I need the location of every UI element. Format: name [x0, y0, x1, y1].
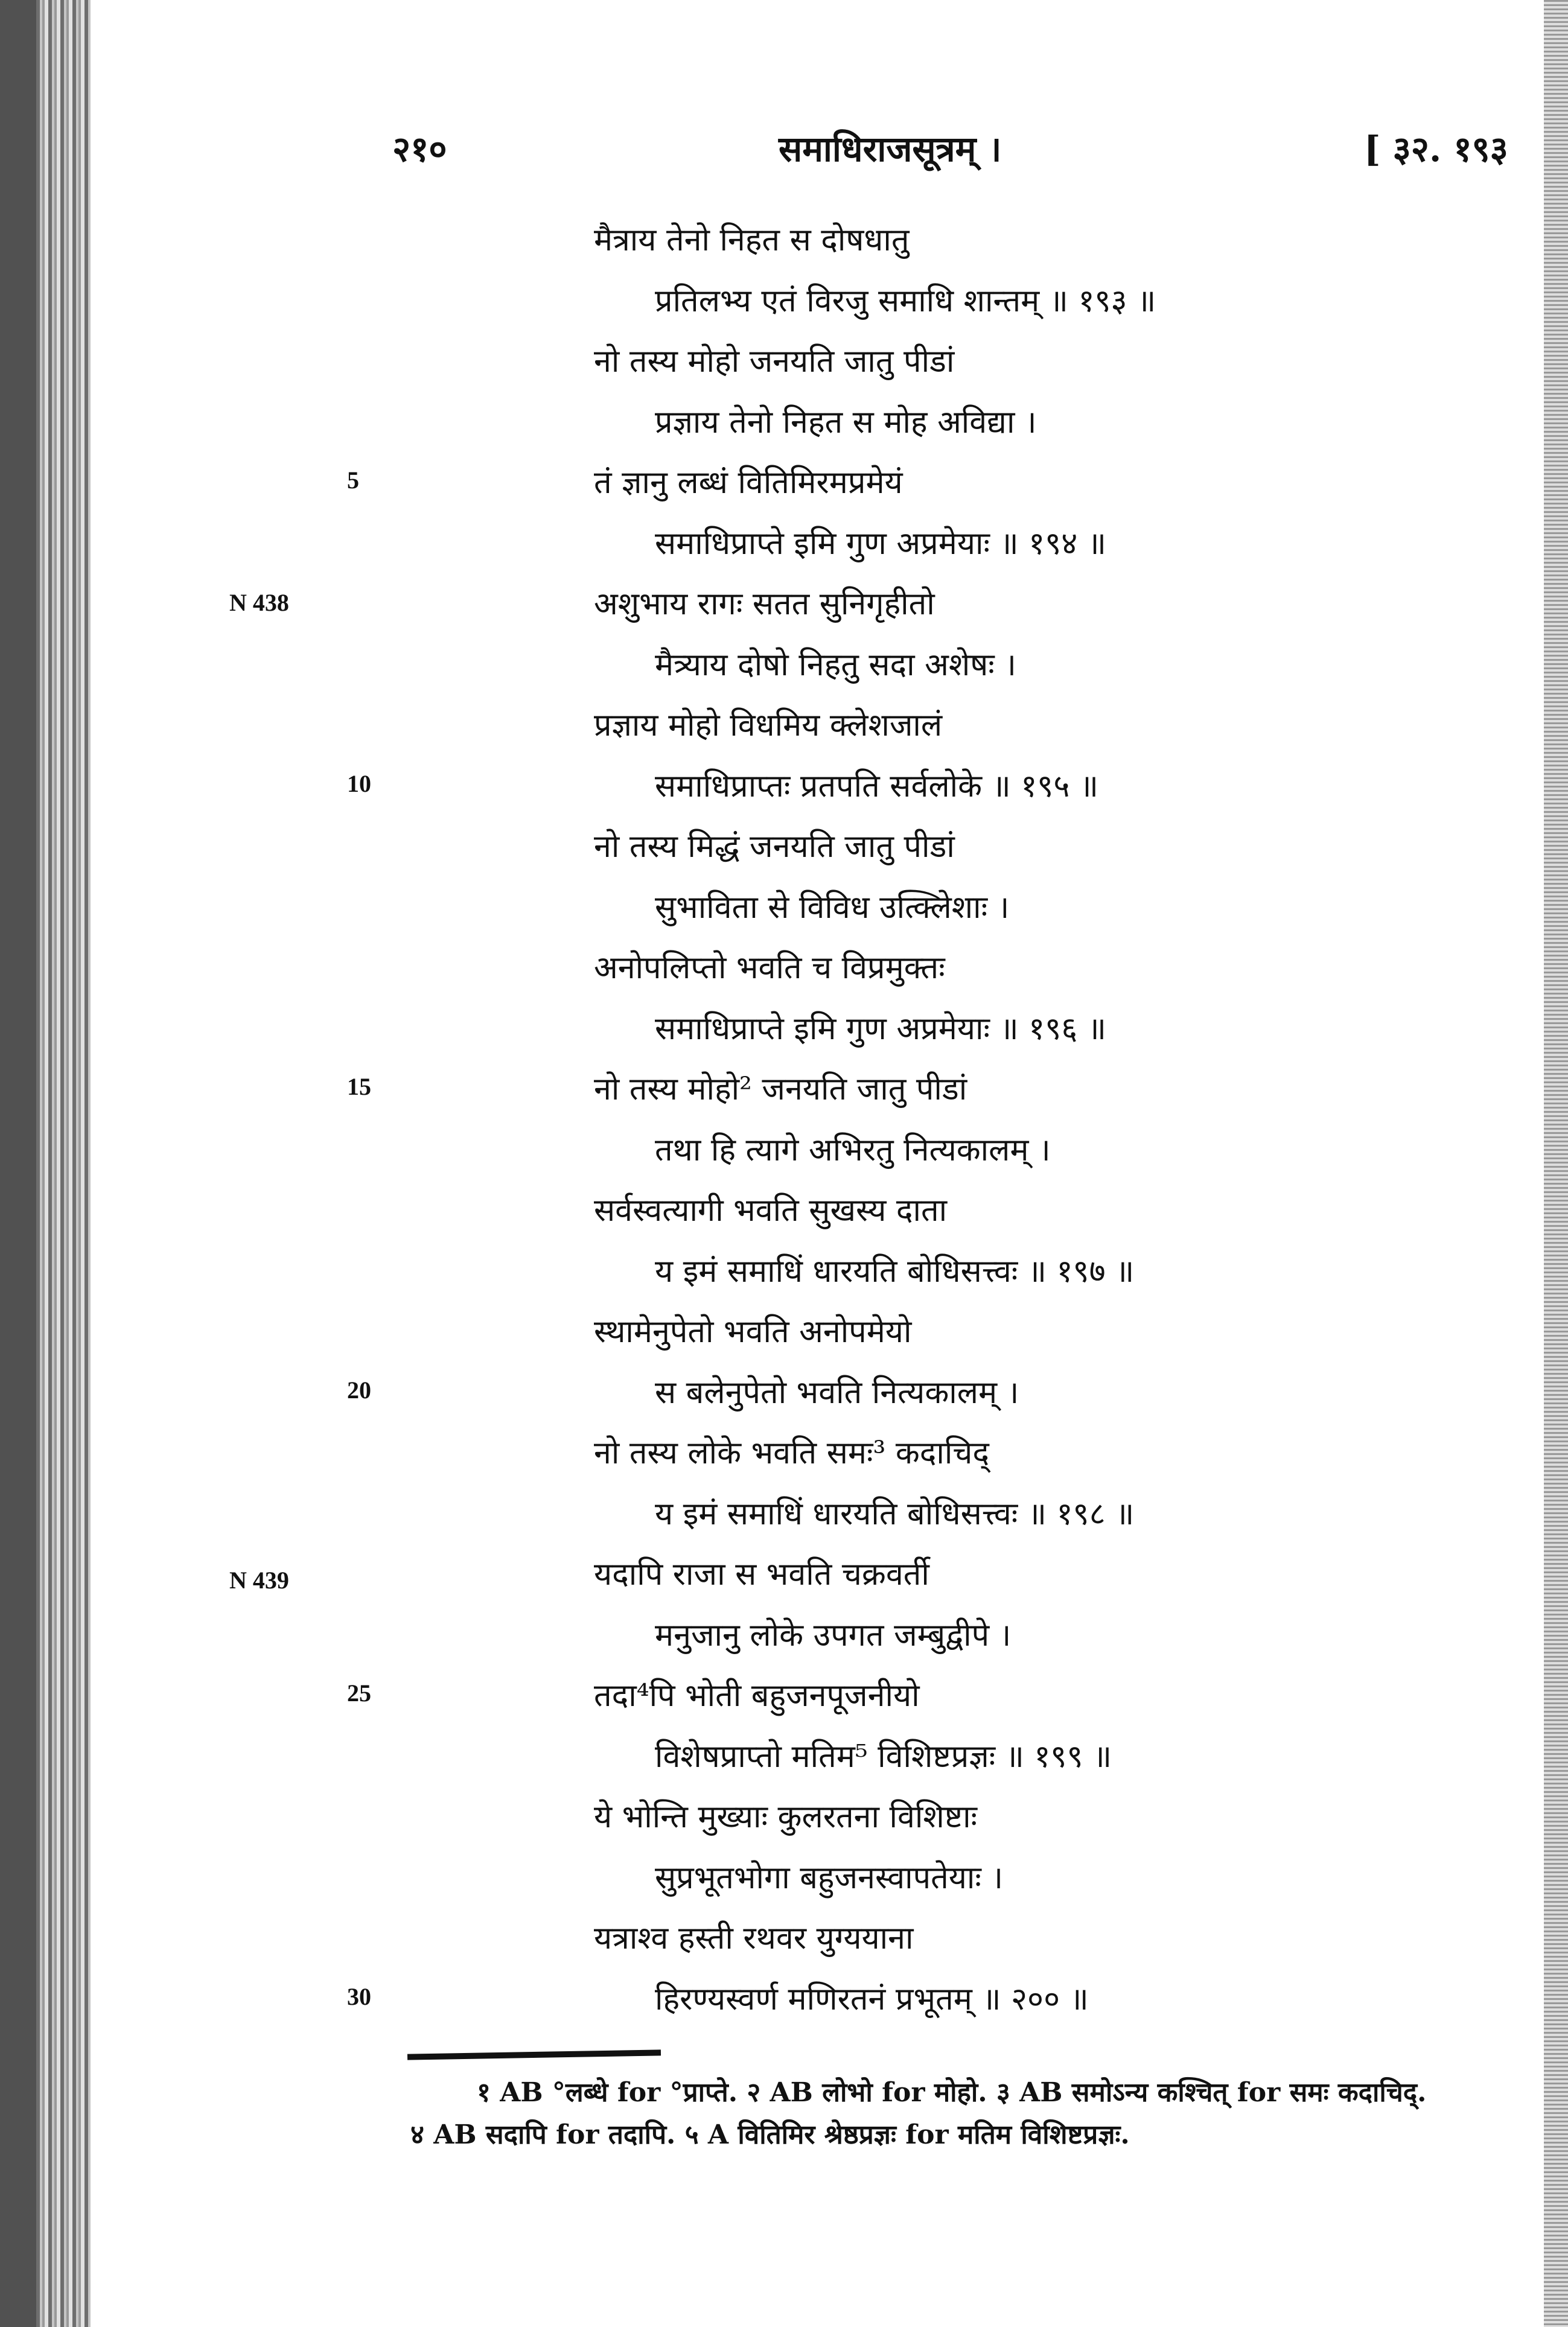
verse-line: नो तस्य लोके भवति समः³ कदाचिद् [594, 1435, 989, 1471]
verse-line: तं ज्ञानु लब्धं वितिमिरमप्रमेयं [594, 465, 903, 501]
verse-line: अनोपलिप्तो भवति च विप्रमुक्तः [594, 950, 945, 986]
verse-line: सर्वस्वत्यागी भवति सुखस्य दाता [594, 1192, 948, 1229]
footnote-line: ४ AB सदापि for तदापि. ५ A वितिमिर श्रेष्ठप्रज्ञः for मतिम विशिष्टप्रज्ञः. [410, 2119, 1130, 2150]
verse-line: सुप्रभूतभोगा बहुजनस्वापतेयाः । [655, 1859, 1004, 1896]
verse-line: नो तस्य मोहो² जनयति जातु पीडां [594, 1071, 967, 1107]
verse-line: समाधिप्राप्तः प्रतपति सर्वलोके ॥ १९५ ॥ [655, 768, 1099, 804]
scan-binding-edge [0, 0, 91, 2327]
line-number: 5 [347, 466, 359, 494]
line-number: 20 [347, 1376, 371, 1404]
verse-line: ये भोन्ति मुख्याः कुलरतना विशिष्टाः [594, 1799, 978, 1835]
verse-line: समाधिप्राप्ते इमि गुण अप्रमेयाः ॥ १९४ ॥ [655, 525, 1106, 562]
footnote-rule [407, 2049, 661, 2060]
page-number: २१० [392, 129, 447, 170]
verse-line: अशुभाय रागः सतत सुनिगृहीतो [594, 586, 935, 622]
verse-line: प्रज्ञाय मोहो विधमिय क्लेशजालं [594, 707, 943, 743]
verse-line: तथा हि त्यागे अभिरतु नित्यकालम् । [655, 1132, 1051, 1168]
verse-line: नो तस्य मोहो जनयति जातु पीडां [594, 343, 955, 380]
footnote-line: १ AB °लब्धे for °प्राप्ते. २ AB लोभो for मोहो. ३ AB समोऽन्य कश्चित् for समः कदाचिद्. [477, 2077, 1427, 2108]
verse-line: विशेषप्राप्तो मतिम⁵ विशिष्टप्रज्ञः ॥ १९९ ॥ [655, 1738, 1112, 1775]
verse-line: मैत्राय तेनो निहत स दोषधातु [594, 222, 910, 258]
verse-line: य इमं समाधिं धारयति बोधिसत्त्वः ॥ १९७ ॥ [655, 1253, 1135, 1290]
line-number: 10 [347, 769, 371, 797]
verse-line: प्रतिलभ्य एतं विरजु समाधि शान्तम् ॥ १९३ ॥ [655, 282, 1156, 319]
section-reference: [ ३२. १९३ [1364, 129, 1508, 170]
margin-reference: N 438 [229, 589, 289, 616]
verse-line: नो तस्य मिद्धं जनयति जातु पीडां [594, 829, 955, 865]
running-title: समाधिराजसूत्रम् । [779, 129, 1002, 170]
verse-line: यदापि राजा स भवति चक्रवर्ती [594, 1556, 929, 1593]
verse-line: स्थामेनुपेतो भवति अनोपमेयो [594, 1314, 912, 1350]
margin-reference: N 439 [229, 1567, 289, 1594]
line-number: 25 [347, 1679, 371, 1707]
line-number: 15 [347, 1073, 371, 1100]
verse-line: यत्राश्व हस्ती रथवर युग्ययाना [594, 1920, 914, 1956]
verse-line: सुभाविता से विविध उत्क्लिेशाः । [655, 889, 1010, 926]
verse-line: य इमं समाधिं धारयति बोधिसत्त्वः ॥ १९८ ॥ [655, 1495, 1135, 1532]
line-number: 30 [347, 1982, 371, 2010]
verse-line: हिरण्यस्वर्ण मणिरतनं प्रभूतम् ॥ २०० ॥ [655, 1981, 1089, 2017]
verse-line: प्रज्ञाय तेनो निहत स मोह अविद्या । [655, 404, 1037, 441]
verse-line: समाधिप्राप्ते इमि गुण अप्रमेयाः ॥ १९६ ॥ [655, 1010, 1106, 1047]
scan-right-edge [1544, 0, 1568, 2327]
verse-line: तदा⁴पि भोती बहुजनपूजनीयो [594, 1678, 920, 1714]
verse-line: स बलेनुपेतो भवति नित्यकालम् । [655, 1374, 1019, 1411]
verse-line: मनुजानु लोके उपगत जम्बुद्वीपे । [655, 1617, 1012, 1654]
verse-line: मैत्र्याय दोषो निहतु सदा अशेषः । [655, 646, 1017, 683]
